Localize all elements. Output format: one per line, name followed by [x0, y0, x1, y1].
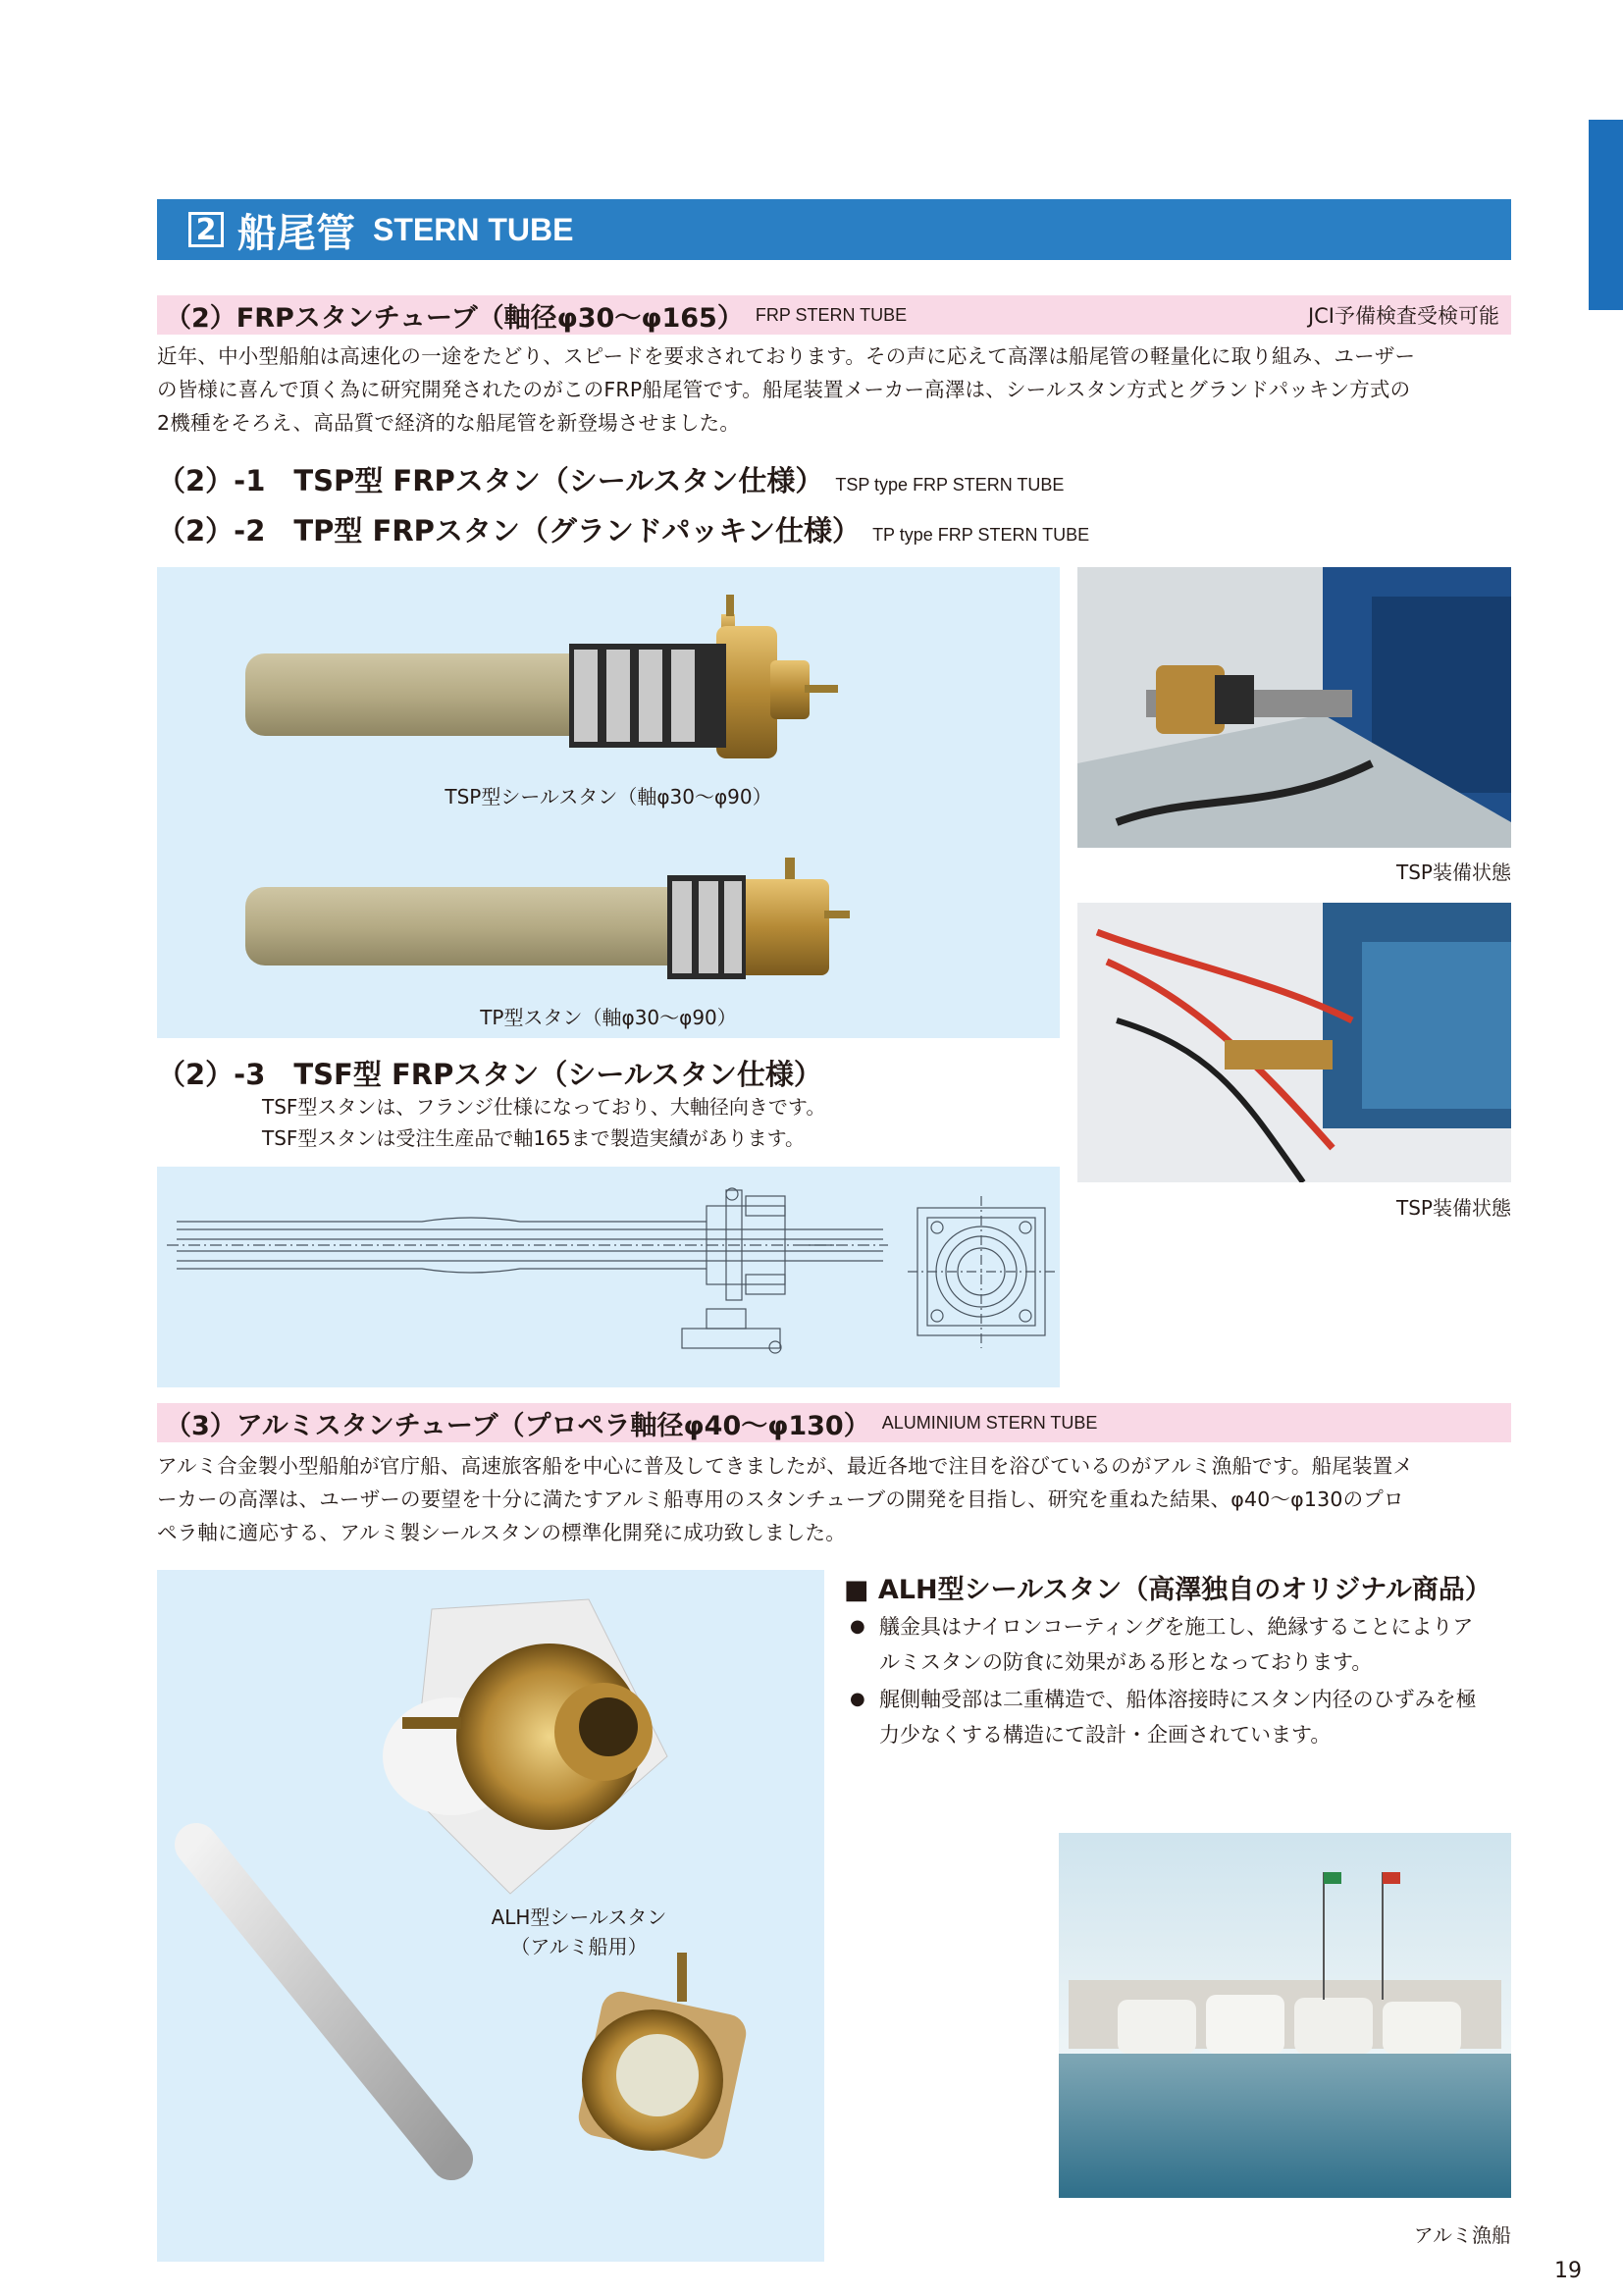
bullet-icon: ● — [850, 1689, 865, 1709]
frp-intro-paragraph — [157, 339, 1516, 440]
tp-subheading — [157, 509, 1089, 549]
alh-caption-line-1: ALH型シールスタン — [491, 1905, 667, 1929]
aluminium-fishing-boat-photo — [1059, 1833, 1511, 2198]
section-title: 船尾管 — [237, 210, 355, 256]
feature-line: 艤金具はナイロンコーティングを施工し、絶縁することによりア — [879, 1615, 1474, 1639]
tsf-description — [262, 1091, 825, 1154]
alh-feature-list — [850, 1609, 1517, 1752]
boat-photo-caption: アルミ漁船 — [1413, 2223, 1511, 2247]
alh-heading: ■ ALH型シールスタン（高澤独自のオリジナル商品） — [844, 1575, 1492, 1605]
paragraph-line: 近年、中小型船舶は高速化の一途をたどり、スピードを要求されております。その声に応えて高澤は船尾管の軽量化に取り組み、ユーザー — [157, 344, 1416, 368]
paragraph-line: の皆様に喜んで頂く為に研究開発されたのがこのFRP船尾管です。船尾装置メーカー高澤は、シールスタン方式とグランドパッキン方式の — [157, 378, 1411, 401]
tp-subheading-label: （2）-2 TP型 FRPスタン（グランドパッキン仕様） — [157, 514, 862, 548]
section-header — [157, 199, 1511, 260]
feature-line: 力少なくする構造にて設計・企画されています。 — [879, 1723, 1332, 1747]
jci-note: JCI予備検査受検可能 — [1307, 304, 1499, 328]
bullet-icon: ● — [850, 1616, 865, 1637]
paragraph-line: 2機種をそろえ、高品質で経済的な船尾管を新登場させました。 — [157, 411, 741, 435]
section-subtitle: STERN TUBE — [373, 211, 574, 247]
aluminium-intro-paragraph — [157, 1449, 1516, 1549]
tsp-installed-photo-2 — [1077, 903, 1511, 1182]
tsf-subheading-label: （2）-3 TSF型 FRPスタン（シールスタン仕様） — [157, 1058, 822, 1091]
photo1-caption: TSP装備状態 — [1396, 861, 1511, 884]
page-number: 19 — [1554, 2259, 1582, 2283]
paragraph-line: アルミ合金製小型船舶が官庁船、高速旅客船を中心に普及してきましたが、最近各地で注目を浴びているのがアルミ漁船です。船尾装置メ — [157, 1454, 1414, 1478]
tsp-subheading-label: （2）-1 TSP型 FRPスタン（シールスタン仕様） — [157, 464, 824, 497]
paragraph-line: ペラ軸に適応する、アルミ製シールスタンの標準化開発に成功致しました。 — [157, 1521, 846, 1544]
aluminium-heading-en: ALUMINIUM STERN TUBE — [881, 1412, 1098, 1433]
photo2-caption: TSP装備状態 — [1396, 1196, 1511, 1220]
tsf-subheading — [157, 1053, 822, 1093]
tsp-installed-photo-1 — [1077, 567, 1511, 848]
tsf-drawing-panel — [157, 1167, 1060, 1387]
feature-line: 艉側軸受部は二重構造で、船体溶接時にスタン内径のひずみを極 — [879, 1688, 1477, 1711]
tsp-subheading — [157, 459, 1064, 499]
frp-heading-band — [157, 295, 1511, 335]
tsp-caption: TSP型シールスタン（軸φ30〜φ90） — [445, 785, 772, 809]
side-tab-marker — [1589, 120, 1623, 310]
alh-product-panel — [157, 1570, 824, 2262]
tsf-line: TSF型スタンは受注生産品で軸165まで製造実績があります。 — [262, 1126, 805, 1150]
aluminium-heading: （3）アルミスタンチューブ（プロペラ軸径φ40〜φ130） — [165, 1410, 870, 1441]
tp-caption: TP型スタン（軸φ30〜φ90） — [480, 1006, 737, 1029]
aluminium-heading-band — [157, 1403, 1511, 1442]
frp-product-panel — [157, 567, 1060, 1038]
feature-line: ルミスタンの防食に効果がある形となっております。 — [879, 1650, 1373, 1674]
tp-subheading-en: TP type FRP STERN TUBE — [872, 525, 1090, 545]
tsp-subheading-en: TSP type FRP STERN TUBE — [835, 475, 1065, 495]
feature-item — [850, 1682, 1517, 1752]
frp-heading: （2）FRPスタンチューブ（軸径φ30〜φ165） — [165, 302, 744, 334]
feature-item — [850, 1609, 1517, 1680]
alh-caption-line-2: （アルミ船用） — [510, 1935, 648, 1958]
tsf-technical-drawing — [157, 1167, 1060, 1387]
tsf-line: TSF型スタンは、フランジ仕様になっており、大軸径向きです。 — [262, 1095, 826, 1119]
section-number: 2 — [188, 212, 224, 247]
frp-heading-en: FRP STERN TUBE — [755, 304, 908, 325]
paragraph-line: ーカーの高澤は、ユーザーの要望を十分に満たすアルミ船専用のスタンチューブの開発を目指し、研究を重ねた結果、φ40〜φ130のプロ — [157, 1487, 1404, 1511]
